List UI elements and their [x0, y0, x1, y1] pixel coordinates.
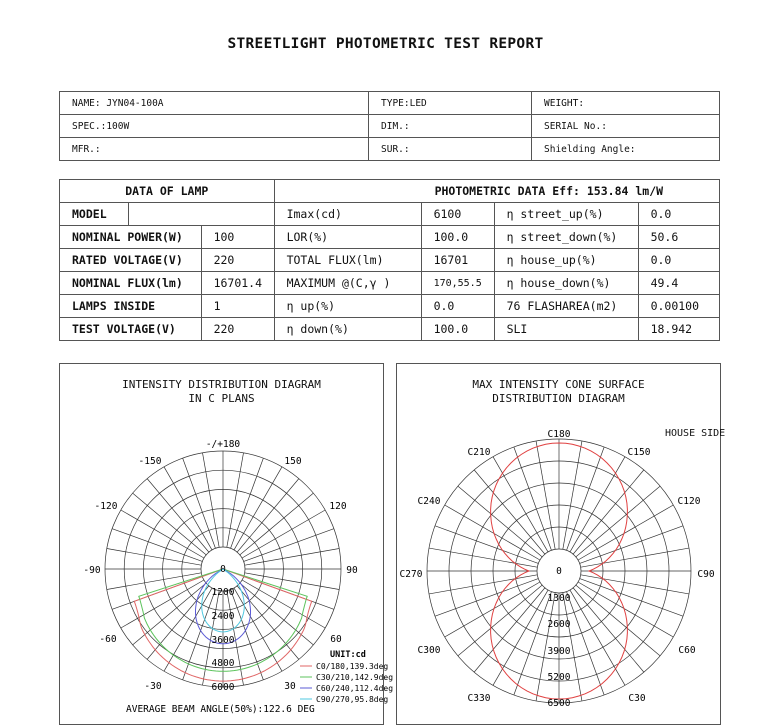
- c-angle-label: C120: [677, 496, 701, 507]
- photo-label: 76 FLASHAREA(m2): [494, 295, 638, 318]
- grid-spoke: [474, 470, 545, 554]
- photo-label: Imax(cd): [274, 203, 421, 226]
- info-table: [59, 91, 720, 161]
- lamp-value: 16701.4: [201, 272, 274, 295]
- diagram1-title-line1: INTENSITY DISTRIBUTION DIAGRAM: [122, 378, 321, 391]
- photometric-data-header: PHOTOMETRIC DATA Eff: 153.84 lm/W: [274, 180, 719, 203]
- grid-spoke: [107, 573, 202, 590]
- grid-spoke: [240, 493, 314, 555]
- grid-spoke: [133, 493, 207, 555]
- c-angle-label: C60: [678, 645, 696, 656]
- c-angle-label: C270: [399, 569, 423, 580]
- photo-label: η street_up(%): [494, 203, 638, 226]
- ring-label: 6500: [547, 698, 571, 709]
- lamp-label: LAMPS INSIDE: [60, 295, 202, 318]
- c-angle-label: C90: [697, 569, 715, 580]
- ring-label: 6000: [211, 682, 235, 693]
- grid-spoke: [112, 529, 202, 562]
- photometric-table: [59, 179, 720, 341]
- intensity-diagram-panel: [59, 363, 394, 725]
- photo-label: η house_down(%): [494, 272, 638, 295]
- c-angle-label: C240: [417, 496, 441, 507]
- c-angle-label: C30: [628, 693, 646, 704]
- grid-spoke: [147, 586, 209, 660]
- photo-value: 100.0: [421, 226, 494, 249]
- photo-value: 50.6: [638, 226, 719, 249]
- legend-label: C30/210,142.9deg: [316, 673, 394, 682]
- beam-angle-label: AVERAGE BEAM ANGLE(50%):122.6 DEG: [126, 704, 315, 715]
- photo-label: TOTAL FLUX(lm): [274, 249, 421, 272]
- grid-spoke: [580, 526, 683, 564]
- angle-label: 30: [284, 681, 296, 692]
- photo-value: 16701: [421, 249, 494, 272]
- mfr-cell: MFR.:: [60, 138, 369, 161]
- ring-label: 3900: [547, 646, 571, 657]
- grid-spoke: [567, 592, 605, 695]
- model-value: [129, 203, 275, 226]
- ring-label: 0: [220, 564, 226, 575]
- grid-spoke: [435, 526, 538, 564]
- angle-label: 90: [346, 565, 358, 576]
- photo-value: 0.0: [638, 249, 719, 272]
- photo-value: 100.0: [421, 318, 494, 341]
- diagram1-title-line2: IN C PLANS: [188, 392, 255, 405]
- lamp-label: TEST VOLTAGE(V): [60, 318, 202, 341]
- grid-spoke: [203, 453, 220, 548]
- lamp-label: RATED VOLTAGE(V): [60, 249, 202, 272]
- grid-spoke: [567, 447, 605, 550]
- grid-spoke: [580, 579, 683, 617]
- angle-label: -120: [94, 501, 118, 512]
- cone-surface-diagram-panel: [396, 363, 721, 725]
- angle-label: -/+180: [205, 439, 241, 450]
- grid-spoke: [245, 549, 340, 566]
- photo-value: 49.4: [638, 272, 719, 295]
- grid-spoke: [231, 458, 264, 548]
- dim-cell: DIM.:: [369, 115, 532, 138]
- photo-value: 0.0: [421, 295, 494, 318]
- grid-spoke: [183, 590, 216, 680]
- angle-label: 150: [284, 456, 302, 467]
- legend-label: C90/270,95.8deg: [316, 695, 389, 704]
- diagram2-title-line1: MAX INTENSITY CONE SURFACE: [472, 378, 645, 391]
- lamp-label: NOMINAL FLUX(lm): [60, 272, 202, 295]
- grid-spoke: [231, 590, 264, 680]
- grid-spoke: [514, 447, 552, 550]
- lamp-value: 220: [201, 318, 274, 341]
- angle-label: -90: [83, 565, 101, 576]
- lamp-label: NOMINAL POWER(W): [60, 226, 202, 249]
- shielding-cell: Shielding Angle:: [532, 138, 720, 161]
- legend-label: C0/180,139.3deg: [316, 662, 389, 671]
- ring-label: 1300: [547, 593, 571, 604]
- name-cell: NAME: JYN04-100A: [60, 92, 369, 115]
- grid-spoke: [147, 479, 209, 553]
- ring-label: 3600: [211, 635, 235, 646]
- photo-value: 0.0: [638, 203, 719, 226]
- photo-label: LOR(%): [274, 226, 421, 249]
- ring-label: 5200: [547, 672, 571, 683]
- legend-label: C60/240,112.4deg: [316, 684, 394, 693]
- grid-spoke: [237, 586, 299, 660]
- grid-spoke: [245, 573, 340, 590]
- photo-label: η down(%): [274, 318, 421, 341]
- photo-value: 170,55.5: [421, 272, 494, 295]
- angle-label: -30: [144, 681, 162, 692]
- ring-label: 4800: [211, 658, 235, 669]
- grid-spoke: [227, 453, 244, 548]
- serial-cell: SERIAL No.:: [532, 115, 720, 138]
- grid-spoke: [107, 549, 202, 566]
- diagram2-title-line2: DISTRIBUTION DIAGRAM: [492, 392, 625, 405]
- spec-cell: SPEC.:100W: [60, 115, 369, 138]
- grid-spoke: [244, 529, 334, 562]
- c-angle-label: C180: [547, 429, 571, 440]
- photo-value: 0.00100: [638, 295, 719, 318]
- unit-label: UNIT:cd: [330, 650, 366, 660]
- lamp-data-header: DATA OF LAMP: [60, 180, 275, 203]
- type-cell: TYPE:LED: [369, 92, 532, 115]
- ring-label: 2600: [547, 619, 571, 630]
- ring-label: 1200: [211, 587, 235, 598]
- grid-spoke: [183, 458, 216, 548]
- c-angle-label: C210: [467, 447, 491, 458]
- lamp-value: 1: [201, 295, 274, 318]
- lamp-value: 220: [201, 249, 274, 272]
- grid-spoke: [429, 575, 537, 594]
- intensity-polar-chart: [60, 364, 394, 724]
- grid-spoke: [536, 441, 555, 549]
- cone-polar-chart: [397, 364, 720, 724]
- sur-cell: SUR.:: [369, 138, 532, 161]
- photo-label: η house_up(%): [494, 249, 638, 272]
- grid-spoke: [581, 575, 689, 594]
- grid-spoke: [237, 479, 299, 553]
- lamp-value: 100: [201, 226, 274, 249]
- grid-spoke: [563, 441, 582, 549]
- ring-label: 2400: [211, 611, 235, 622]
- c-angle-label: C300: [417, 645, 441, 656]
- c-angle-label: C330: [467, 693, 491, 704]
- grid-spoke: [514, 592, 552, 695]
- angle-label: -150: [138, 456, 162, 467]
- photo-value: 18.942: [638, 318, 719, 341]
- grid-spoke: [474, 588, 545, 672]
- ring-label: 0: [556, 566, 562, 577]
- grid-spoke: [573, 588, 644, 672]
- photo-value: 6100: [421, 203, 494, 226]
- angle-label: 60: [330, 634, 342, 645]
- angle-label: 120: [329, 501, 347, 512]
- report-title: STREETLIGHT PHOTOMETRIC TEST REPORT: [227, 36, 544, 52]
- photo-label: MAXIMUM @(C,γ ): [274, 272, 421, 295]
- model-label: MODEL: [60, 203, 129, 226]
- house-side-label: HOUSE SIDE: [665, 428, 726, 439]
- photo-label: SLI: [494, 318, 638, 341]
- grid-spoke: [581, 548, 689, 567]
- photo-label: η up(%): [274, 295, 421, 318]
- angle-label: -60: [99, 634, 117, 645]
- grid-spoke: [429, 548, 537, 567]
- grid-spoke: [435, 579, 538, 617]
- photo-label: η street_down(%): [494, 226, 638, 249]
- weight-cell: WEIGHT:: [532, 92, 720, 115]
- grid-spoke: [573, 470, 644, 554]
- c-angle-label: C150: [627, 447, 651, 458]
